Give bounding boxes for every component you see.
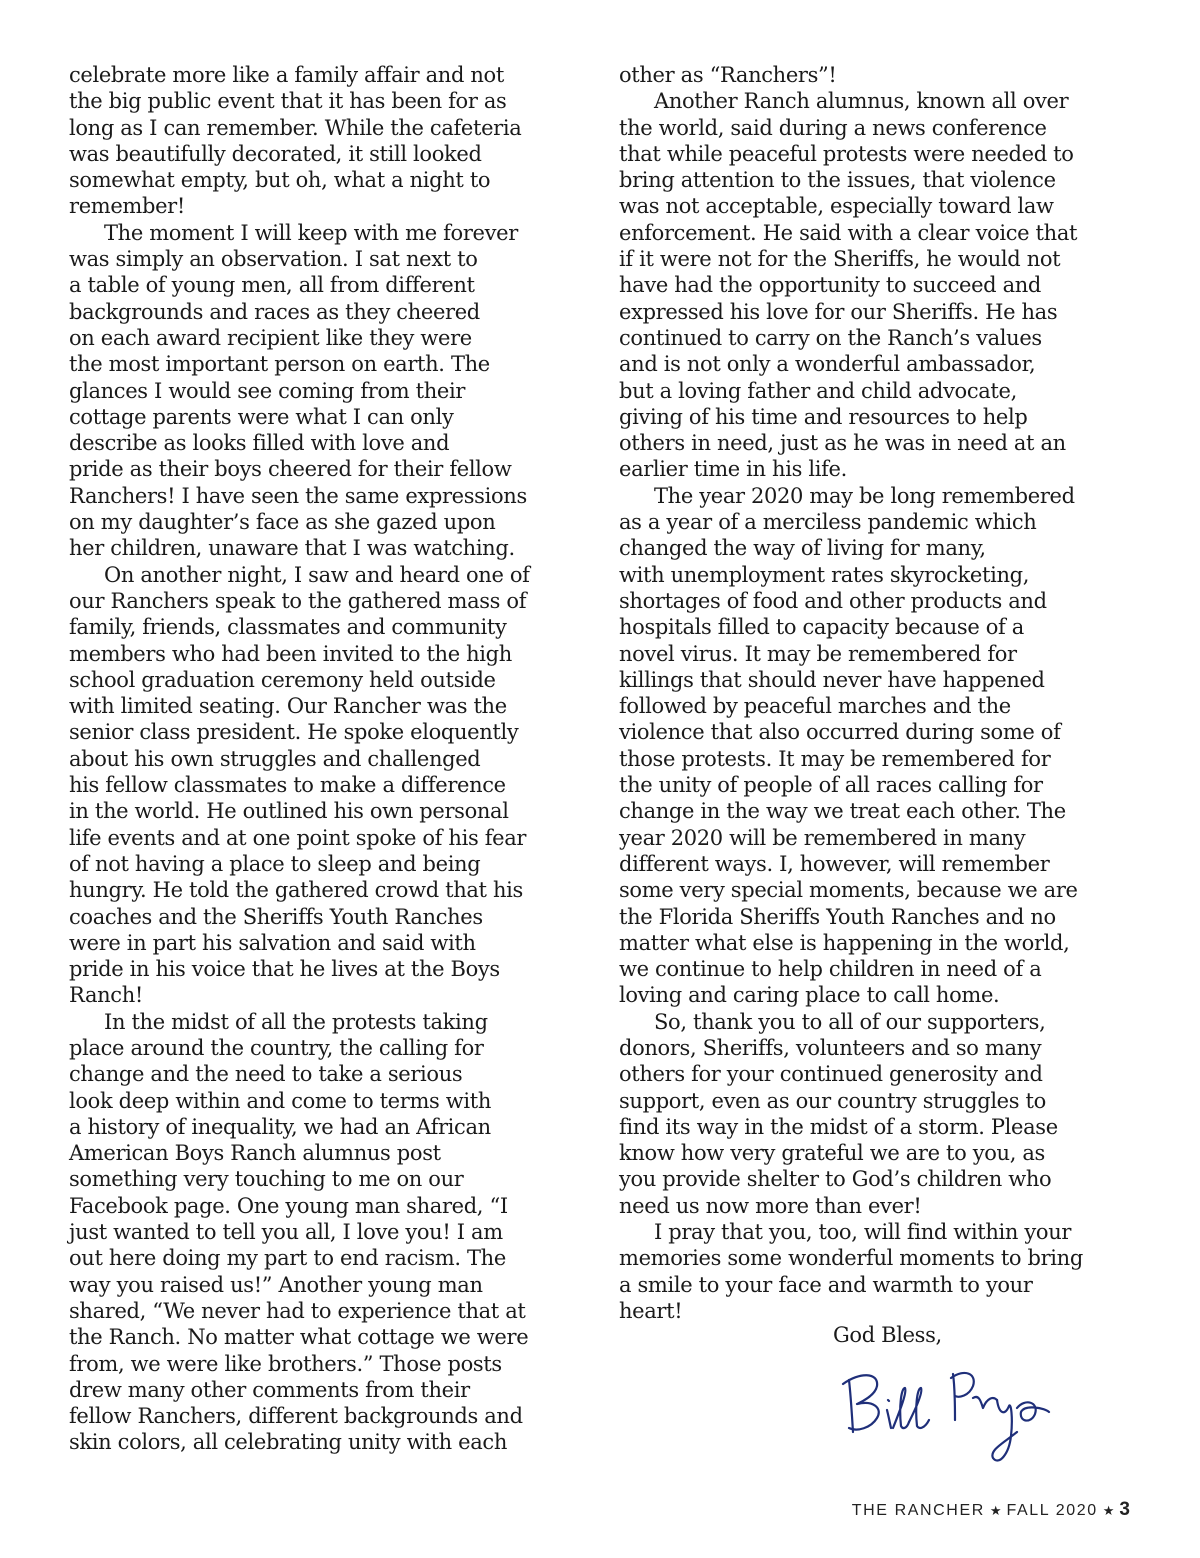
article-line: others in need, just as he was in need at an bbox=[619, 431, 1066, 456]
article-line: out here doing my part to end racism. The bbox=[69, 1246, 506, 1271]
article-line: hospitals filled to capacity because of a bbox=[619, 615, 1024, 640]
article-line: senior class president. He spoke eloquently bbox=[69, 720, 519, 745]
article-line: those protests. It may be remembered for bbox=[619, 746, 1051, 771]
article-line: The moment I will keep with me forever bbox=[104, 220, 518, 245]
article-line: but a loving father and child advocate, bbox=[619, 378, 1017, 403]
article-line: fellow Ranchers, different backgrounds and bbox=[69, 1404, 523, 1429]
article-line: I pray that you, too, will find within your bbox=[654, 1220, 1072, 1245]
article-line: shortages of food and other products and bbox=[619, 588, 1047, 613]
article-line: school graduation ceremony held outside bbox=[69, 667, 496, 692]
article-line: her children, unaware that I was watching. bbox=[69, 536, 515, 561]
article-line: a history of inequality, we had an African bbox=[69, 1114, 491, 1139]
article-line: we continue to help children in need of a bbox=[619, 957, 1042, 982]
article-line: shared, “We never had to experience that at bbox=[69, 1298, 526, 1323]
article-line: with unemployment rates skyrocketing, bbox=[619, 562, 1030, 587]
article-column-right bbox=[619, 62, 1144, 1324]
article-line: donors, Sheriffs, volunteers and so many bbox=[619, 1035, 1042, 1060]
footer-issue: FALL 2020 bbox=[1006, 1502, 1098, 1519]
article-line: have had the opportunity to succeed and bbox=[619, 273, 1042, 298]
article-line: changed the way of living for many, bbox=[619, 536, 986, 561]
article-line: just wanted to tell you all, I love you! I am bbox=[69, 1220, 503, 1245]
article-line: The year 2020 may be long remembered bbox=[654, 483, 1075, 508]
star-icon: ★ bbox=[989, 1503, 1002, 1518]
article-line: enforcement. He said with a clear voice that bbox=[619, 220, 1078, 245]
article-line: and is not only a wonderful ambassador, bbox=[619, 352, 1036, 377]
article-line: members who had been invited to the high bbox=[69, 641, 512, 666]
article-line: backgrounds and races as they cheered bbox=[69, 299, 480, 324]
article-line: find its way in the midst of a storm. Please bbox=[619, 1114, 1058, 1139]
article-line: somewhat empty, but oh, what a night to bbox=[69, 168, 491, 193]
article-line: way you raised us!” Another young man bbox=[69, 1272, 483, 1297]
page-number: 3 bbox=[1119, 1499, 1130, 1520]
article-line: On another night, I saw and heard one of bbox=[104, 562, 530, 587]
article-line: Ranch! bbox=[69, 983, 143, 1008]
closing-salutation: God Bless, bbox=[833, 1323, 942, 1347]
article-line: cottage parents were what I can only bbox=[69, 404, 454, 429]
star-icon: ★ bbox=[1102, 1503, 1115, 1518]
article-line: violence that also occurred during some of bbox=[619, 720, 1061, 745]
article-line: followed by peaceful marches and the bbox=[619, 694, 1011, 719]
article-line: earlier time in his life. bbox=[619, 457, 847, 482]
article-line: was beautifully decorated, it still looked bbox=[69, 141, 482, 166]
article-line: on each award recipient like they were bbox=[69, 325, 472, 350]
article-line: different ways. I, however, will remember bbox=[619, 851, 1050, 876]
article-line: drew many other comments from their bbox=[69, 1377, 470, 1402]
article-line: place around the country, the calling for bbox=[69, 1035, 484, 1060]
article-line: pride in his voice that he lives at the Boys bbox=[69, 957, 500, 982]
article-line: support, even as our country struggles to bbox=[619, 1088, 1046, 1113]
article-line: describe as looks filled with love and bbox=[69, 431, 450, 456]
article-line: know how very grateful we are to you, as bbox=[619, 1141, 1045, 1166]
article-line: our Ranchers speak to the gathered mass of bbox=[69, 588, 527, 613]
article-line: of not having a place to sleep and being bbox=[69, 851, 481, 876]
article-line: on my daughter’s face as she gazed upon bbox=[69, 510, 496, 535]
article-line: the most important person on earth. The bbox=[69, 352, 490, 377]
article-line: with limited seating. Our Rancher was the bbox=[69, 694, 507, 719]
article-line: other as “Ranchers”! bbox=[619, 63, 837, 87]
article-line: loving and caring place to call home. bbox=[619, 983, 1000, 1008]
article-line: bring attention to the issues, that violence bbox=[619, 168, 1056, 193]
article-line: others for your continued generosity and bbox=[619, 1062, 1043, 1087]
article-line: was not acceptable, especially toward law bbox=[619, 194, 1054, 219]
article-line: the Florida Sheriffs Youth Ranches and no bbox=[619, 904, 1056, 929]
article-line: look deep within and come to terms with bbox=[69, 1088, 492, 1113]
article-line: was simply an observation. I sat next to bbox=[69, 247, 478, 272]
article-line: the big public event that it has been for as bbox=[69, 89, 507, 114]
article-line: change and the need to take a serious bbox=[69, 1062, 463, 1087]
article-line: coaches and the Sheriffs Youth Ranches bbox=[69, 904, 483, 929]
article-line: some very special moments, because we are bbox=[619, 878, 1078, 903]
article-line: about his own struggles and challenged bbox=[69, 746, 481, 771]
article-line: in the world. He outlined his own personal bbox=[69, 799, 509, 824]
article-line: the unity of people of all races calling for bbox=[619, 773, 1043, 798]
article-column-left bbox=[69, 62, 594, 1456]
article-line: giving of his time and resources to help bbox=[619, 404, 1028, 429]
article-line: pride as their boys cheered for their fellow bbox=[69, 457, 512, 482]
article-line: skin colors, all celebrating unity with each bbox=[69, 1430, 508, 1455]
footer-publication: THE RANCHER bbox=[851, 1502, 985, 1519]
article-line: something very touching to me on our bbox=[69, 1167, 464, 1192]
article-line: killings that should never have happened bbox=[619, 667, 1045, 692]
article-line: Facebook page. One young man shared, “I bbox=[69, 1193, 508, 1218]
article-line: novel virus. It may be remembered for bbox=[619, 641, 1017, 666]
article-line: you provide shelter to God’s children who bbox=[619, 1167, 1052, 1192]
article-line: from, we were like brothers.” Those posts bbox=[69, 1351, 502, 1376]
article-line: heart! bbox=[619, 1298, 683, 1323]
article-line: Ranchers! I have seen the same expressions bbox=[69, 483, 527, 508]
page-footer bbox=[852, 1499, 1130, 1521]
article-line: a smile to your face and warmth to your bbox=[619, 1272, 1033, 1297]
article-line: family, friends, classmates and community bbox=[69, 615, 507, 640]
signature-image bbox=[835, 1358, 1055, 1478]
article-line: year 2020 will be remembered in many bbox=[619, 825, 1026, 850]
article-line: as a year of a merciless pandemic which bbox=[619, 510, 1037, 535]
article-line: that while peaceful protests were needed to bbox=[619, 141, 1074, 166]
article-line: expressed his love for our Sheriffs. He has bbox=[619, 299, 1058, 324]
article-line: the world, said during a news conference bbox=[619, 115, 1047, 140]
article-line: his fellow classmates to make a difference bbox=[69, 773, 506, 798]
article-line: In the midst of all the protests taking bbox=[104, 1009, 488, 1034]
article-line: continued to carry on the Ranch’s values bbox=[619, 325, 1042, 350]
article-line: a table of young men, all from different bbox=[69, 273, 475, 298]
article-line: change in the way we treat each other. The bbox=[619, 799, 1066, 824]
article-line: the Ranch. No matter what cottage we were bbox=[69, 1325, 529, 1350]
article-line: if it were not for the Sheriffs, he would not bbox=[619, 247, 1061, 272]
article-line: remember! bbox=[69, 194, 185, 219]
article-line: matter what else is happening in the world, bbox=[619, 930, 1070, 955]
article-line: life events and at one point spoke of his fear bbox=[69, 825, 527, 850]
article-line: glances I would see coming from their bbox=[69, 378, 466, 403]
article-line: celebrate more like a family affair and not bbox=[69, 63, 504, 87]
article-line: need us now more than ever! bbox=[619, 1193, 922, 1218]
article-line: Another Ranch alumnus, known all over bbox=[654, 89, 1069, 114]
article-line: American Boys Ranch alumnus post bbox=[69, 1141, 441, 1166]
article-line: hungry. He told the gathered crowd that his bbox=[69, 878, 523, 903]
article-line: So, thank you to all of our supporters, bbox=[654, 1009, 1046, 1034]
article-line: were in part his salvation and said with bbox=[69, 930, 476, 955]
article-line: memories some wonderful moments to bring bbox=[619, 1246, 1083, 1271]
article-line: long as I can remember. While the cafeteria bbox=[69, 115, 522, 140]
